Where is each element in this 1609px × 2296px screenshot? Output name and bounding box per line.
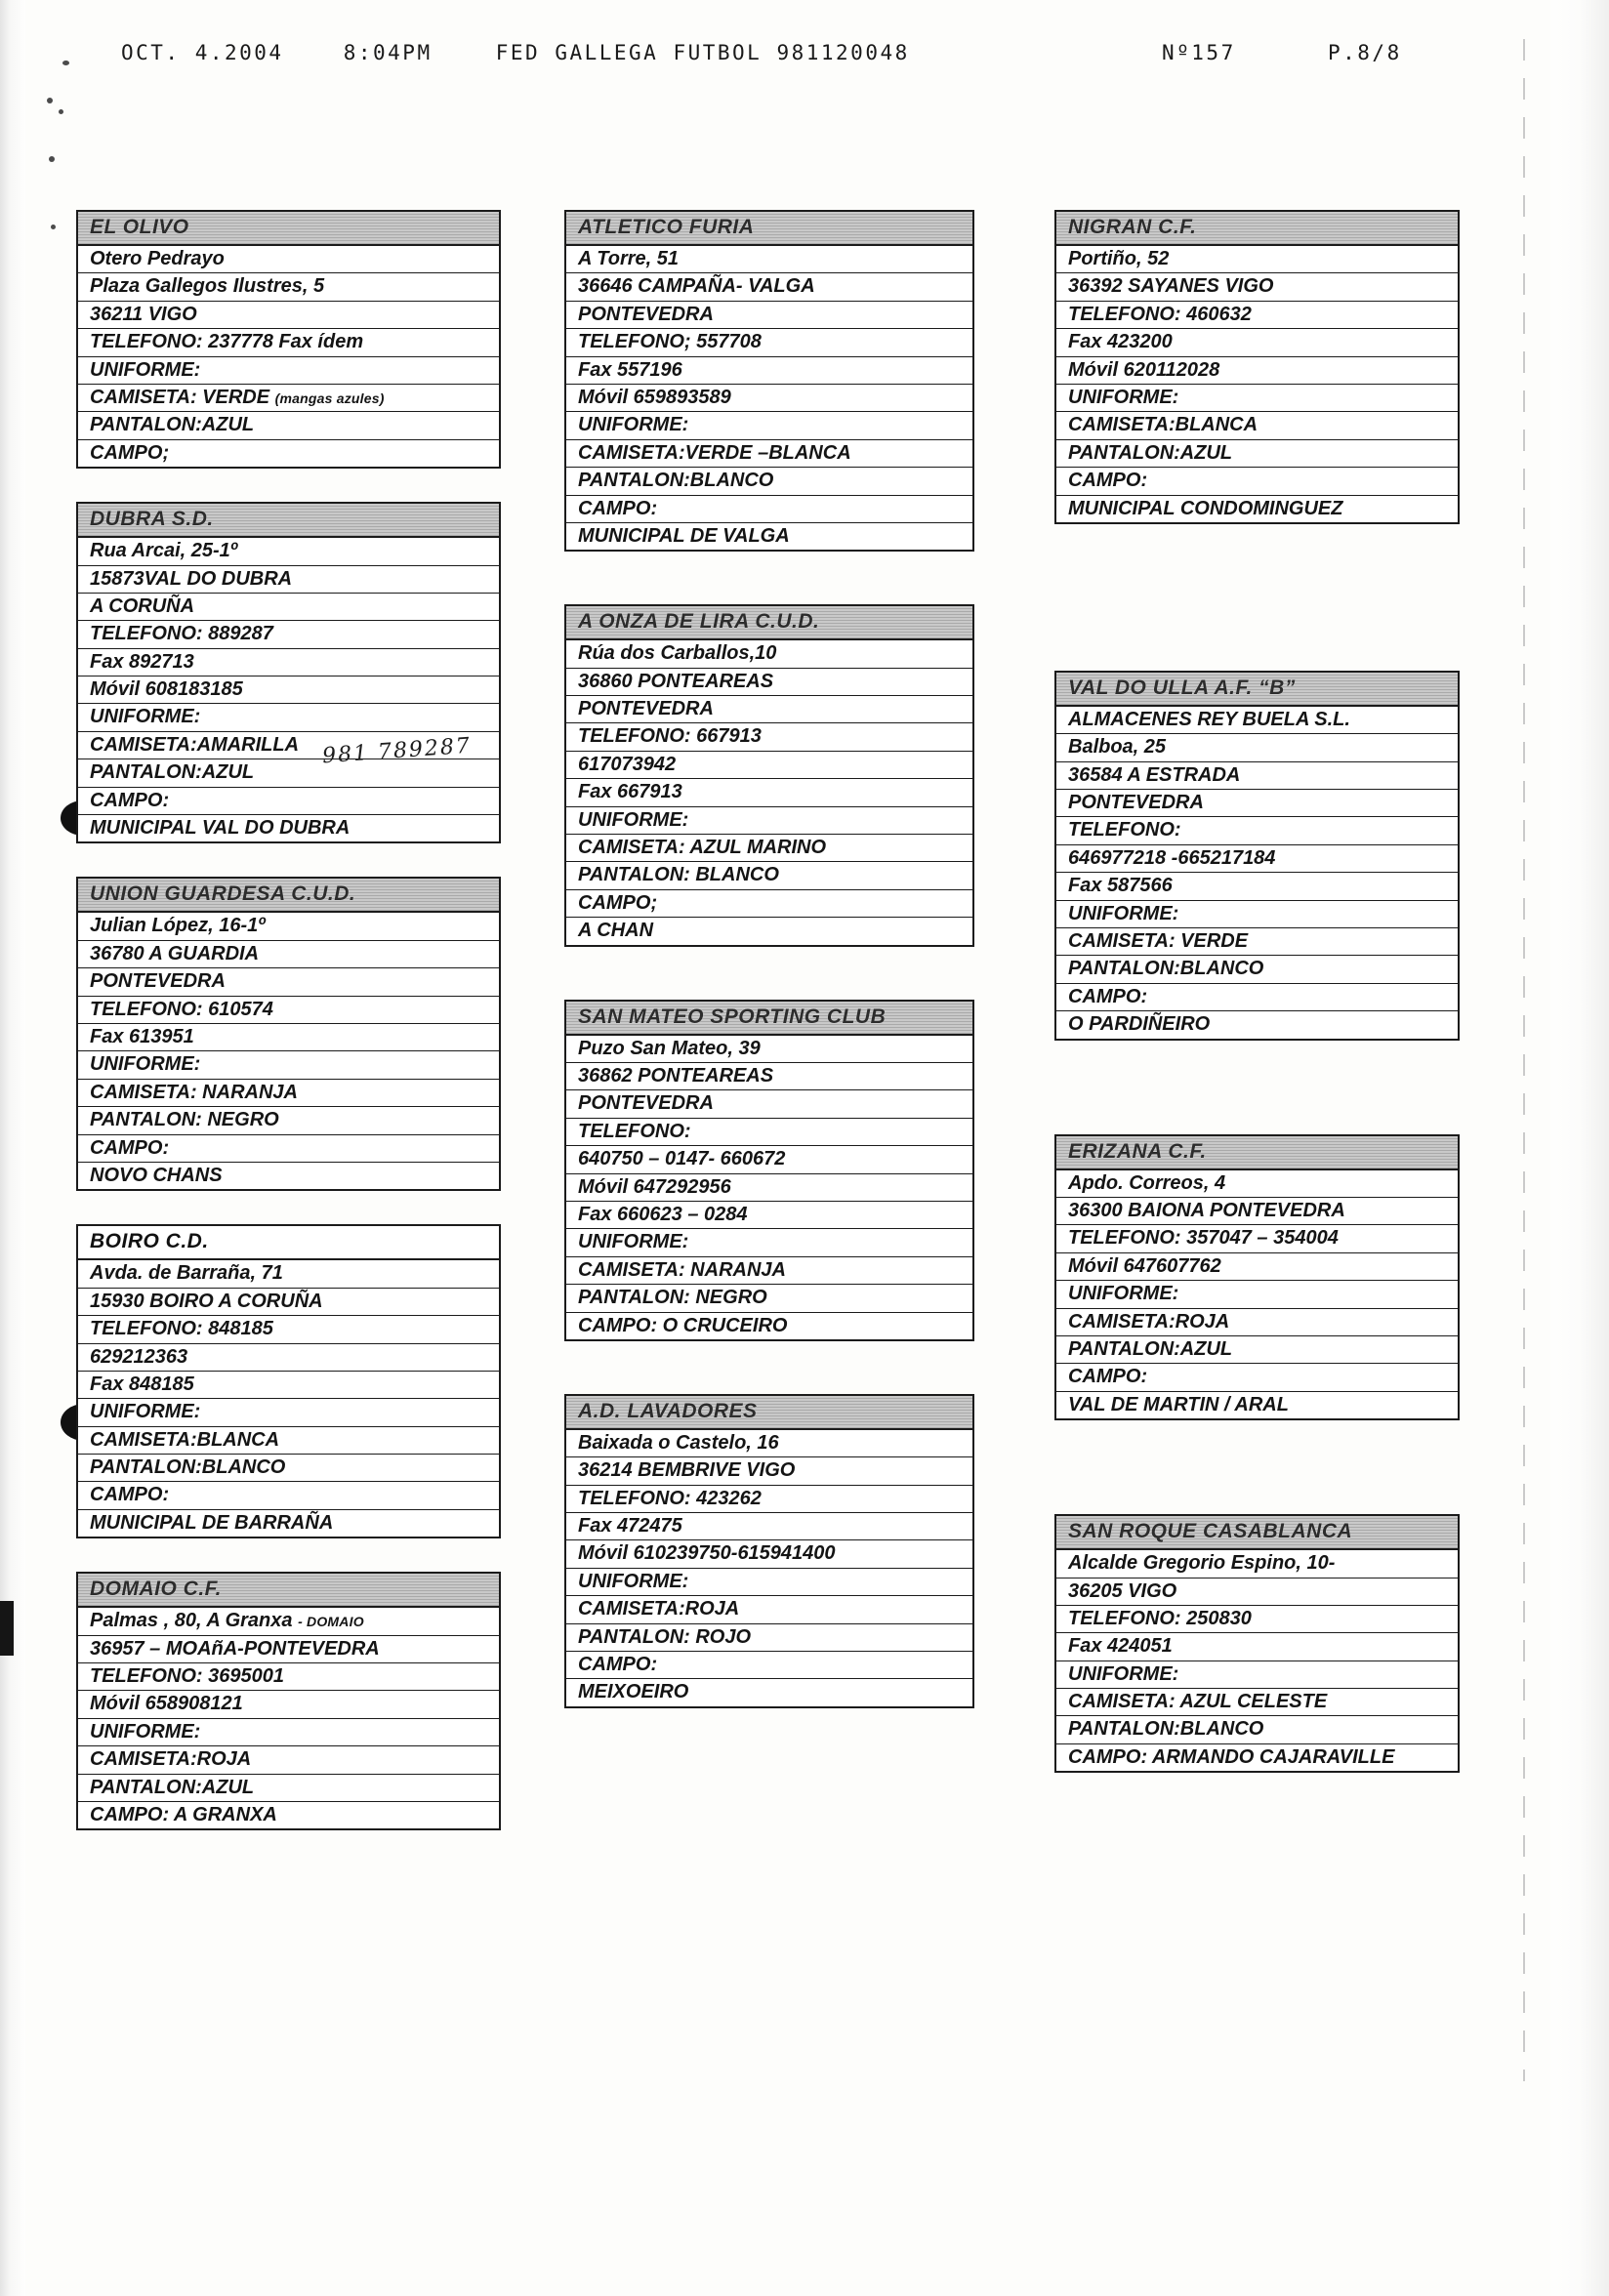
club-detail-row: PONTEVEDRA (566, 302, 972, 329)
club-detail-row: PONTEVEDRA (566, 696, 972, 723)
club-detail-row: Portiño, 52 (1056, 246, 1458, 273)
club-detail-row: TELEFONO: 250830 (1056, 1606, 1458, 1633)
club-detail-row: PANTALON:BLANCO (78, 1455, 499, 1482)
club-detail-row: 36392 SAYANES VIGO (1056, 273, 1458, 301)
club-detail-row: O PARDIÑEIRO (1068, 1013, 1211, 1036)
club-detail-row: CAMPO: (1056, 468, 1458, 495)
club-detail-row: Julian López, 16-1º (78, 913, 499, 940)
club-detail-row: Fax 660623 – 0284 (566, 1202, 972, 1229)
club-detail-row: UNIFORME: (566, 807, 972, 835)
club-detail-row: UNIFORME: (1056, 1661, 1458, 1689)
club-detail-row: Fax 667913 (566, 779, 972, 806)
club-detail-row: CAMPO; (90, 441, 170, 464)
club-detail-row: CAMPO: A GRANXA (90, 1803, 277, 1825)
club-detail-row: Fax 613951 (78, 1024, 499, 1051)
club-detail-row: CAMPO: (78, 1482, 499, 1509)
club-detail-row: Fax 587566 (1056, 873, 1458, 900)
club-card-el-olivo (76, 210, 501, 469)
club-detail-row: Fax 557196 (566, 357, 972, 385)
club-detail-row: Móvil 658908121 (78, 1691, 499, 1718)
club-detail-row: Rua Arcai, 25-1º (78, 538, 499, 565)
handwritten-annotation: 981 789287 (321, 733, 473, 769)
club-card-san-mateo-sporting-club (564, 1000, 974, 1341)
club-detail-row: CAMISETA: AZUL MARINO (566, 835, 972, 862)
fax-time: 8:04PM (343, 41, 433, 64)
club-detail-row: CAMPO: (1056, 984, 1458, 1011)
club-detail-row: Fax 848185 (78, 1372, 499, 1399)
club-detail-row: 629212363 (78, 1344, 499, 1372)
club-detail-row: 15873VAL DO DUBRA (78, 566, 499, 594)
club-detail-row: CAMPO: (566, 496, 972, 523)
club-detail-row: CAMPO: (78, 788, 499, 815)
club-detail-row: 646977218 -665217184 (1056, 845, 1458, 873)
club-detail-row: PONTEVEDRA (566, 1090, 972, 1118)
club-detail-row: UNIFORME: (1056, 1281, 1458, 1308)
club-detail-row: MUNICIPAL DE VALGA (578, 524, 790, 547)
club-detail-row: 36862 PONTEAREAS (566, 1063, 972, 1090)
club-card-val-do-ulla-a-f-b (1054, 671, 1460, 1041)
club-card-domaio-c-f (76, 1572, 501, 1830)
club-detail-row: Plaza Gallegos Ilustres, 5 (78, 273, 499, 301)
club-detail-row: UNIFORME: (78, 1719, 499, 1746)
club-detail-row: CAMPO: ARMANDO CAJARAVILLE (1068, 1745, 1395, 1768)
club-detail-row: Alcalde Gregorio Espino, 10- (1056, 1550, 1458, 1578)
column-1 (76, 210, 501, 1830)
club-detail-row: PANTALON:AZUL (1056, 440, 1458, 468)
club-detail-row: Balboa, 25 (1056, 734, 1458, 761)
club-card-union-guardesa-c-u-d (76, 877, 501, 1191)
club-detail-row: PANTALON:AZUL (78, 412, 499, 439)
club-detail-row: 15930 BOIRO A CORUÑA (78, 1289, 499, 1316)
card-spacer (564, 552, 974, 604)
club-detail-row: Otero Pedrayo (78, 246, 499, 273)
scan-edge-right (1550, 0, 1609, 2296)
club-name: DOMAIO C.F. (78, 1574, 499, 1608)
club-detail-row: TELEFONO: 357047 – 354004 (1056, 1225, 1458, 1252)
scan-edge-mark (0, 1601, 14, 1656)
club-name: A.D. LAVADORES (566, 1396, 972, 1430)
club-name: SAN ROQUE CASABLANCA (1056, 1516, 1458, 1550)
club-detail-row: TELEFONO: (566, 1119, 972, 1146)
club-name: ATLETICO FURIA (566, 212, 972, 246)
club-card-dubra-s-d (76, 502, 501, 843)
club-detail-row: PANTALON: NEGRO (78, 1107, 499, 1134)
club-detail-row: PANTALON:AZUL (78, 759, 499, 787)
club-detail-row: PANTALON:BLANCO (566, 468, 972, 495)
club-detail-row: CAMISETA: NARANJA (78, 1080, 499, 1107)
club-detail-row: MUNICIPAL CONDOMINGUEZ (1068, 497, 1343, 519)
club-card-nigran-c-f (1054, 210, 1460, 524)
card-spacer (76, 1538, 501, 1572)
club-detail-row: 36780 A GUARDIA (78, 941, 499, 968)
club-detail-row: MEIXOEIRO (578, 1681, 689, 1703)
club-detail-row: NOVO CHANS (90, 1164, 223, 1186)
club-detail-row: 36584 A ESTRADA (1056, 762, 1458, 790)
club-name: NIGRAN C.F. (1056, 212, 1458, 246)
club-detail-row: Apdo. Correos, 4 (1056, 1170, 1458, 1198)
club-detail-row: Palmas , 80, A Granxa - DOMAIO (78, 1608, 499, 1635)
club-detail-row: MUNICIPAL VAL DO DUBRA (90, 817, 351, 840)
club-name: UNION GUARDESA C.U.D. (78, 879, 499, 913)
club-detail-row: UNIFORME: (566, 1569, 972, 1596)
club-detail-row: Fax 892713 (78, 649, 499, 676)
club-detail-row: TELEFONO: 460632 (1056, 302, 1458, 329)
club-detail-row: TELEFONO: 423262 (566, 1486, 972, 1513)
club-card-a-onza-de-lira-c-u-d (564, 604, 974, 946)
club-detail-row: Puzo San Mateo, 39 (566, 1036, 972, 1063)
club-detail-row: Móvil 608183185 (78, 676, 499, 704)
club-detail-row: VAL DE MARTIN / ARAL (1068, 1393, 1289, 1415)
club-detail-row: ALMACENES REY BUELA S.L. (1056, 707, 1458, 734)
club-card-atletico-furia (564, 210, 974, 552)
club-detail-row: CAMISETA: VERDE (mangas azules) (78, 385, 499, 412)
club-detail-row: PANTALON: NEGRO (566, 1285, 972, 1312)
scan-speck (49, 156, 55, 162)
club-detail-row: 36646 CAMPAÑA- VALGA (566, 273, 972, 301)
club-detail-row: TELEFONO: 848185 (78, 1316, 499, 1343)
club-detail-row: Avda. de Barraña, 71 (78, 1260, 499, 1288)
club-detail-row: CAMPO: (1056, 1364, 1458, 1391)
club-detail-row: CAMISETA:ROJA (566, 1596, 972, 1623)
club-name: A ONZA DE LIRA C.U.D. (566, 606, 972, 640)
club-detail-row: CAMISETA:AMARILLA (78, 732, 499, 759)
club-detail-row: 36211 VIGO (78, 302, 499, 329)
club-detail-row: A Torre, 51 (566, 246, 972, 273)
scan-speck (51, 225, 56, 229)
club-detail-row: UNIFORME: (566, 1229, 972, 1256)
club-detail-row: PONTEVEDRA (1056, 790, 1458, 817)
club-detail-row: 617073942 (566, 752, 972, 779)
club-detail-row: PANTALON:BLANCO (1056, 1716, 1458, 1743)
club-detail-row: TELEFONO; 557708 (566, 329, 972, 356)
club-name: ERIZANA C.F. (1056, 1136, 1458, 1170)
club-detail-row: UNIFORME: (78, 1051, 499, 1079)
club-detail-row: 36957 – MOAñA-PONTEVEDRA (78, 1636, 499, 1663)
column-3 (1054, 210, 1460, 1773)
scan-speck (47, 98, 53, 103)
card-spacer (1054, 1420, 1460, 1514)
fax-header-line (78, 41, 1531, 64)
scan-edge-left (0, 0, 25, 2296)
scan-speck (59, 109, 63, 114)
club-detail-row: 36860 PONTEAREAS (566, 669, 972, 696)
club-detail-row: CAMISETA: VERDE (1056, 928, 1458, 956)
club-detail-row: CAMPO; (566, 890, 972, 918)
club-detail-row: CAMPO: (78, 1135, 499, 1163)
club-detail-row: PANTALON:AZUL (1056, 1336, 1458, 1364)
club-detail-row: Fax 472475 (566, 1513, 972, 1540)
club-card-erizana-c-f (1054, 1134, 1460, 1421)
card-spacer (76, 469, 501, 502)
club-detail-row: Rúa dos Carballos,10 (566, 640, 972, 668)
club-detail-row: CAMISETA:ROJA (1056, 1309, 1458, 1336)
club-detail-row: UNIFORME: (1056, 901, 1458, 928)
club-detail-row: CAMISETA:VERDE –BLANCA (566, 440, 972, 468)
club-detail-row: Baixada o Castelo, 16 (566, 1430, 972, 1457)
club-detail-row: CAMPO: O CRUCEIRO (578, 1314, 788, 1336)
club-detail-row: 36214 BEMBRIVE VIGO (566, 1457, 972, 1485)
club-detail-row: TELEFONO: 610574 (78, 997, 499, 1024)
club-detail-row: Móvil 647292956 (566, 1174, 972, 1202)
club-detail-row: PANTALON: BLANCO (566, 862, 972, 889)
fax-sender: FED GALLEGA FUTBOL 981120048 (495, 41, 910, 64)
club-detail-row: TELEFONO: (1056, 817, 1458, 844)
club-detail-row: PONTEVEDRA (78, 968, 499, 996)
club-detail-row: TELEFONO: 237778 Fax ídem (78, 329, 499, 356)
club-detail-row: TELEFONO: 667913 (566, 723, 972, 751)
club-detail-row: Fax 423200 (1056, 329, 1458, 356)
fax-page-number: P.8/8 (1328, 41, 1402, 64)
scan-speck (62, 61, 69, 65)
card-spacer (1054, 1041, 1460, 1134)
club-detail-row: CAMISETA:BLANCA (78, 1427, 499, 1455)
card-spacer (76, 1191, 501, 1224)
club-card-boiro-c-d (76, 1224, 501, 1538)
club-detail-row: UNIFORME: (1056, 385, 1458, 412)
club-card-san-roque-casablanca (1054, 1514, 1460, 1773)
club-detail-row: CAMPO: (566, 1652, 972, 1679)
club-detail-row: CAMISETA: NARANJA (566, 1257, 972, 1285)
club-detail-row: UNIFORME: (78, 357, 499, 385)
card-spacer (564, 1341, 974, 1394)
club-detail-row: CAMISETA:BLANCA (1056, 412, 1458, 439)
club-detail-row: TELEFONO: 889287 (78, 621, 499, 648)
column-2 (564, 210, 974, 1708)
club-detail-row: CAMISETA: AZUL CELESTE (1056, 1689, 1458, 1716)
club-name: BOIRO C.D. (78, 1226, 499, 1260)
club-detail-row: 36205 VIGO (1056, 1578, 1458, 1606)
club-detail-row: Móvil 647607762 (1056, 1253, 1458, 1281)
club-detail-row: PANTALON:AZUL (78, 1775, 499, 1802)
club-detail-row: Móvil 659893589 (566, 385, 972, 412)
card-spacer (76, 843, 501, 877)
club-detail-row: TELEFONO: 3695001 (78, 1663, 499, 1691)
club-detail-row: A CHAN (578, 920, 654, 942)
club-name: EL OLIVO (78, 212, 499, 246)
fax-date: OCT. 4.2004 (121, 41, 284, 64)
club-detail-row: UNIFORME: (566, 412, 972, 439)
club-detail-row: Móvil 610239750-615941400 (566, 1540, 972, 1568)
club-detail-row: UNIFORME: (78, 1399, 499, 1426)
club-detail-row: Móvil 620112028 (1056, 357, 1458, 385)
fax-number: Nº157 (1162, 41, 1236, 64)
scan-dashed-margin (1523, 39, 1525, 2081)
club-card-a-d-lavadores (564, 1394, 974, 1708)
club-name: DUBRA S.D. (78, 504, 499, 538)
club-detail-row: PANTALON:BLANCO (1056, 956, 1458, 983)
card-spacer (1054, 524, 1460, 671)
club-detail-row: Fax 424051 (1056, 1633, 1458, 1660)
club-detail-row: PANTALON: ROJO (566, 1624, 972, 1652)
club-detail-row: UNIFORME: (78, 704, 499, 731)
club-detail-row: 36300 BAIONA PONTEVEDRA (1056, 1198, 1458, 1225)
club-detail-row: 640750 – 0147- 660672 (566, 1146, 972, 1173)
card-spacer (564, 947, 974, 1000)
club-name: VAL DO ULLA A.F. “B” (1056, 673, 1458, 707)
club-name: SAN MATEO SPORTING CLUB (566, 1002, 972, 1036)
club-detail-row: CAMISETA:ROJA (78, 1746, 499, 1774)
club-detail-row: A CORUÑA (78, 594, 499, 621)
club-detail-row: MUNICIPAL DE BARRAÑA (90, 1511, 334, 1534)
